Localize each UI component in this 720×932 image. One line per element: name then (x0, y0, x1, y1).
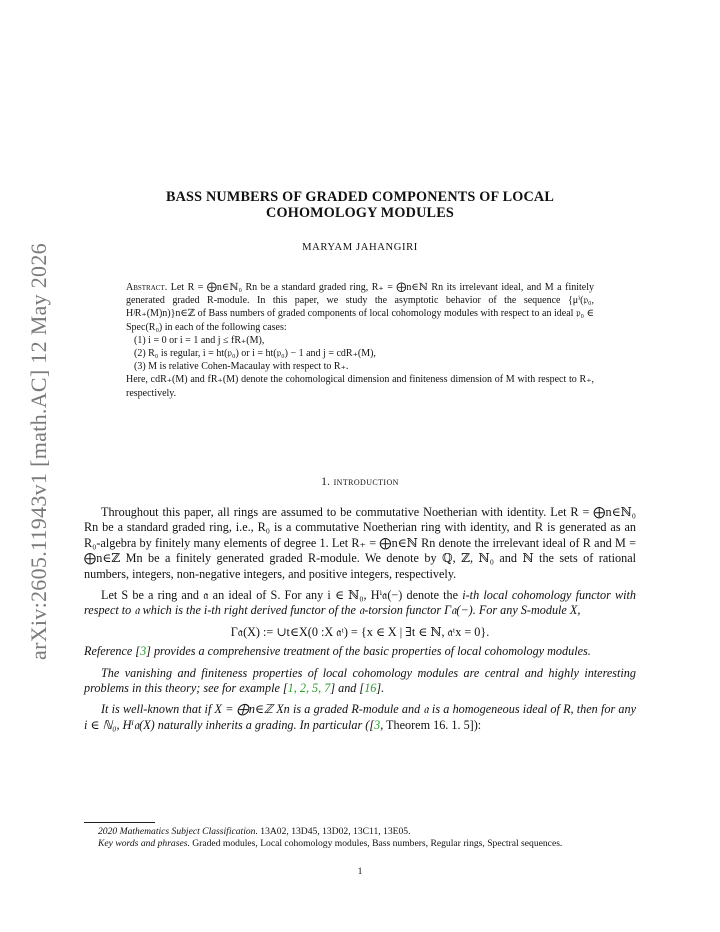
paragraph-4 (84, 666, 636, 697)
section-heading-introduction: 1. introduction (321, 476, 399, 488)
arxiv-stamp-text: arXiv:2605.11943v1 [math.AC] 12 May 2026 (26, 243, 51, 660)
paragraph-5-end: , Theorem 16. 1. 5]): (380, 717, 482, 732)
paragraph-5 (84, 702, 636, 733)
citation-link-theorem[interactable]: 3 (374, 717, 381, 732)
paragraph-5-start: It is well-known that if X = ⨁n∈ℤ Xn is a graded R-module and 𝔞 is a homogeneous ideal of R, then for any i ∈ ℕ₀, Hⁱ𝔞(X) naturally inherits a grading. In particular ([ (84, 702, 636, 732)
footnote-msc (84, 826, 636, 838)
body-text (84, 505, 636, 739)
paragraph-4-start: The vanishing and finiteness properties of local cohomology modules are central and highly interesting problems in this theory; see for example [ (84, 665, 636, 696)
paragraph-3-start: Reference [ (84, 644, 141, 659)
arxiv-identifier-stamp (18, 240, 58, 660)
footnote-msc-label: 2020 Mathematics Subject Classification. (98, 826, 258, 837)
footnote-divider (84, 822, 155, 823)
torsion-functor-equation: Γ𝔞(X) := ∪t∈X(0 :X 𝔞ᵗ) = {x ∈ X | ∃t ∈ ℕ, 𝔞ᵗx = 0}. (230, 624, 490, 639)
abstract-text: Let R = ⨁n∈ℕ₀ Rn be a standard graded ring, R₊ = ⨁n∈ℕ Rn its irrelevant ideal, and M a finitely generated graded R-module. In this paper, we study the asymptotic behavior of the sequence {μⁱ(𝔭₀, HʲR₊(M)n)}n∈ℤ of Bass numbers of graded components of local cohomology modules with respect to an ideal 𝔭₀ ∈ Spec(R₀) in each of the following cases: (126, 282, 595, 333)
paragraph-2-definition: i-th local cohomology functor with respect to 𝔞 which is the i-th right derived functor of the 𝔞-torsion functor Γ𝔞(−). For any S-module X, (84, 588, 636, 618)
author-name: MARYAM JAHANGIRI (302, 242, 418, 253)
footnote-keywords-label: Key words and phrases. (98, 838, 190, 850)
abstract-heading: Abstract. (126, 282, 168, 293)
footnote-msc-codes: 13A02, 13D45, 13D02, 13C11, 13E05. (257, 826, 411, 837)
citation-link-16[interactable]: 16 (364, 681, 377, 696)
title-line-2: COHOMOLOGY MODULES (266, 205, 454, 221)
paragraph-1: Throughout this paper, all rings are assumed to be commutative Noetherian with identity. Let R = ⨁n∈ℕ₀ Rn be a standard graded ring, i.e., R₀ is a commutative Noetherian ring with identity, and R is generated as an R₀-algebra by finitely many elements of degree 1. Let R₊ = ⨁n∈ℕ Rn denote the irrelevant ideal of R and M = ⨁n∈ℤ Mn be a finitely generated graded R-module. We denote by ℚ, ℤ, ℕ₀ and ℕ the sets of rational numbers, integers, non-negative integers, and positive integers, respectively. (84, 505, 636, 581)
paragraph-2 (84, 588, 636, 619)
abstract-case-list (126, 334, 594, 374)
citation-links-group[interactable]: 1, 2, 5, 7 (287, 681, 331, 696)
title-line-1: BASS NUMBERS OF GRADED COMPONENTS OF LOCAL (165, 189, 555, 205)
footnote-keywords (84, 838, 636, 850)
abstract-case-2: (2) R₀ is regular, i = ht(𝔭₀) or i = ht(𝔭₀) − 1 and j = cdR₊(M), (134, 348, 376, 360)
footnote-keywords-list: Graded modules, Local cohomology modules, Bass numbers, Regular rings, Spectral sequences. (189, 838, 563, 850)
paragraph-2-start: Let S be a ring and 𝔞 an ideal of S. For any i ∈ ℕ₀, Hⁱ𝔞(−) denote the (101, 588, 463, 603)
citation-link[interactable]: 3 (140, 644, 147, 659)
abstract-case-3: (3) M is relative Cohen-Macaulay with respect to R₊. (134, 361, 349, 373)
paragraph-3-end: ] provides a comprehensive treatment of the basic properties of local cohomology modules. (146, 644, 591, 659)
abstract (126, 281, 594, 400)
paper-title (84, 189, 636, 221)
abstract-closing: Here, cdR₊(M) and fR₊(M) denote the cohomological dimension and finiteness dimension of M with respect to R₊, respectively. (126, 374, 594, 399)
paragraph-3 (84, 644, 636, 659)
footnotes (84, 826, 636, 851)
paragraph-4-mid: ] and [ (330, 681, 365, 696)
paragraph-4-end: ]. (376, 681, 385, 696)
abstract-case-1: (1) i = 0 or i = 1 and j ≤ fR₊(M), (134, 334, 265, 346)
page-number: 1 (357, 866, 363, 877)
